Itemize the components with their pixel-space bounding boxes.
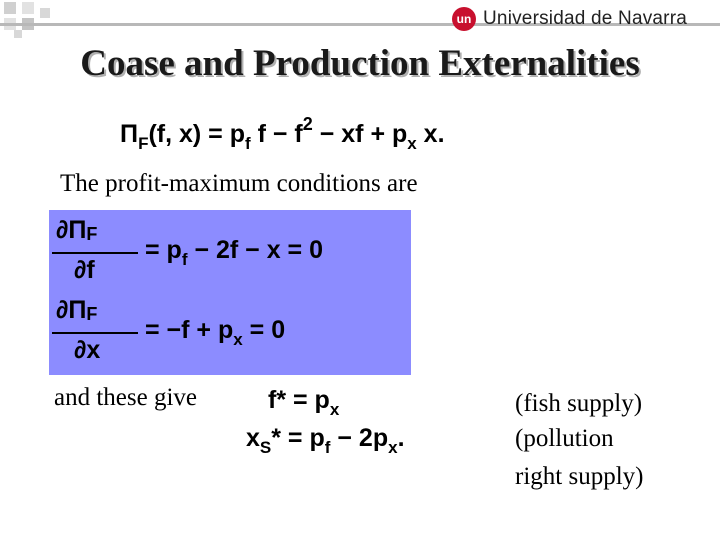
eq-sub: S — [259, 438, 272, 457]
eq-sub: f — [181, 250, 188, 269]
corner-decoration — [0, 0, 80, 40]
slide-title: Coase and Production Externalities — [80, 43, 640, 84]
foc1-fraction-bar — [52, 252, 138, 254]
eq-text: x. — [416, 120, 445, 148]
logo-text: Universidad de Navarra — [483, 8, 687, 29]
foc2-fraction — [52, 296, 142, 368]
eq-text: f − f — [250, 120, 303, 148]
foc1-num-sub: F — [86, 224, 98, 244]
eq-sub: x — [388, 438, 398, 457]
eq-sub: F — [138, 134, 149, 153]
foc1-fraction — [52, 216, 142, 288]
note-pollution-line2: right supply) — [515, 463, 644, 490]
foc2-rhs — [145, 316, 285, 350]
solution-fish — [268, 386, 339, 420]
foc1-denominator: ∂f — [74, 256, 95, 284]
eq-sub: x — [329, 400, 340, 419]
eq-sub: f — [324, 438, 331, 457]
university-logo — [452, 6, 687, 32]
foc1-rhs — [145, 236, 323, 270]
intro-text: The profit-maximum conditions are — [60, 170, 418, 197]
foc1-num-text: ∂Π — [56, 216, 87, 244]
foc2-fraction-bar — [52, 332, 138, 334]
eq-text: . — [397, 424, 405, 452]
eq-sub: x — [233, 330, 243, 349]
eq-text: − xf + p — [312, 120, 408, 148]
eq-text: Π — [120, 120, 139, 148]
note-pollution-line1: (pollution — [515, 425, 614, 452]
eq-text: = p — [145, 236, 182, 264]
foc2-numerator — [56, 296, 97, 325]
eq-sub: f — [245, 134, 251, 153]
eq-sup: 2 — [302, 114, 313, 134]
note-fish-supply: (fish supply) — [515, 390, 643, 417]
foc2-num-text: ∂Π — [56, 296, 87, 324]
profit-equation — [120, 114, 445, 154]
give-text: and these give — [54, 384, 198, 411]
eq-text: − 2f − x = 0 — [187, 236, 324, 264]
eq-text: = −f + p — [145, 316, 234, 344]
solution-pollution — [246, 424, 405, 458]
eq-text: * = p — [271, 424, 325, 452]
foc1-numerator — [56, 216, 97, 245]
eq-text: f* = p — [268, 386, 330, 414]
eq-text: = 0 — [242, 316, 286, 344]
logo-badge-icon: un — [452, 7, 476, 31]
foc2-num-sub: F — [86, 304, 98, 324]
eq-text: (f, x) = p — [148, 120, 245, 148]
foc2-denominator: ∂x — [74, 336, 101, 364]
eq-text: − 2p — [330, 424, 389, 452]
eq-text: x — [246, 424, 260, 452]
eq-sub: x — [407, 134, 417, 153]
